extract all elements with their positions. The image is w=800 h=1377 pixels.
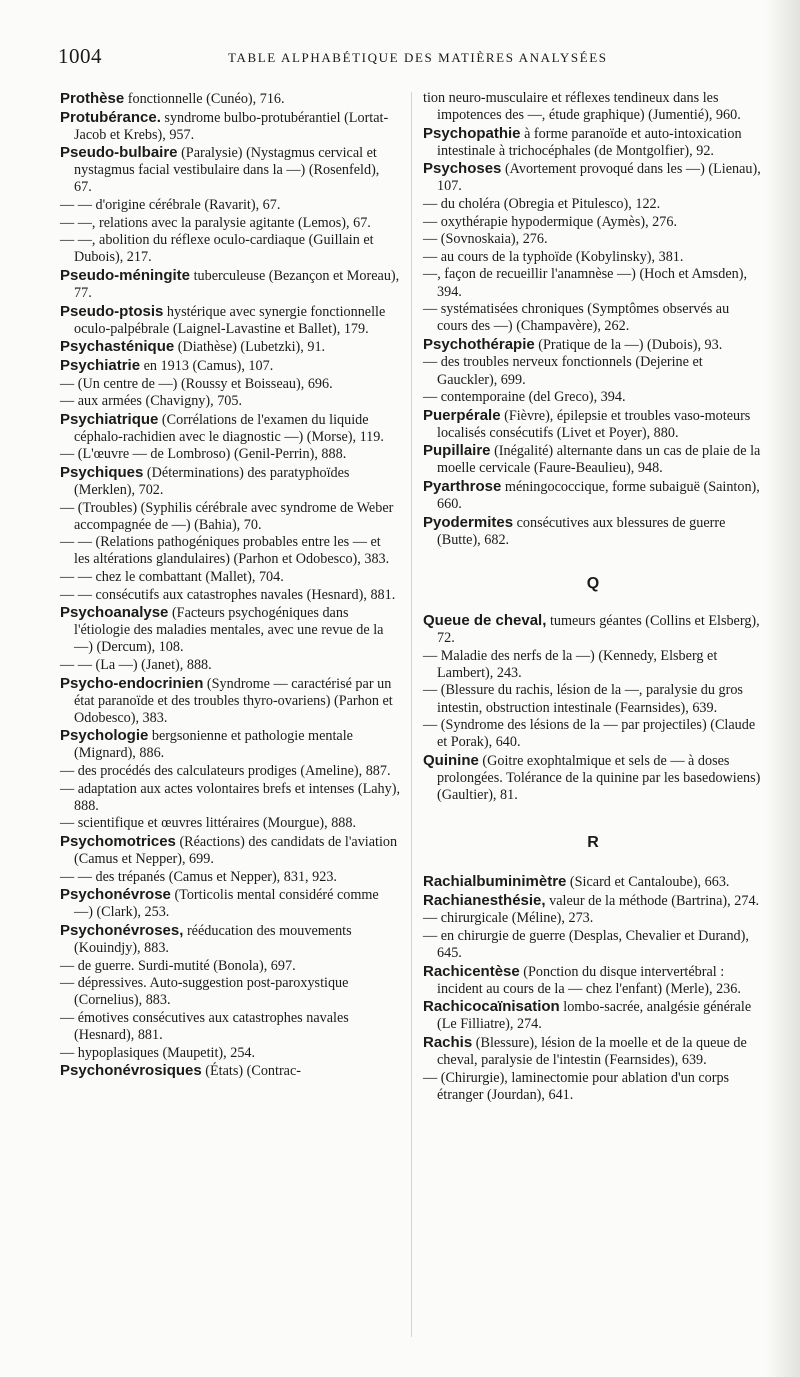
index-entry [423,612,763,647]
sub-entry: — (Chirurgie), laminectomie pour ablation d'un corps étranger (Jourdan), 641. [423,1069,730,1103]
index-entry [423,963,763,998]
index-entry [423,442,763,477]
entry-text: (Sicard et Cantaloube), 663. [569,874,730,891]
sub-entry: — scientifique et œuvres littéraires (Mourgue), 888. [60,815,357,832]
sub-entry: — (Syndrome des lésions de la — par projectiles) (Claude et Porak), 640. [423,717,756,751]
sub-entry: — contemporaine (del Greco), 394. [423,389,626,406]
sub-entry: — — chez le combattant (Mallet), 704. [60,569,284,586]
entry-text: valeur de la méthode (Bartrina), 274. [549,892,760,909]
sub-entry: — (L'œuvre — de Lombroso) (Genil-Perrin), 888. [60,446,347,463]
entry-heading: Rachicentèse [423,962,520,980]
sub-entry: — (Sovnoskaia), 276. [423,231,548,248]
entry-heading: Prothèse [60,90,125,107]
right-column [423,90,763,1104]
entry-text: (Torticolis mental considéré comme —) (Clark), 253. [74,887,379,921]
index-entry [423,336,763,354]
sub-entry: — — (La —) (Janet), 888. [60,657,212,673]
entry-text: tumeurs géantes (Collins et Elsberg), 72. [437,613,760,647]
entry-text: en 1913 (Camus), 107. [143,357,274,374]
entry-heading: Psychiatrie [60,356,141,374]
running-title: TABLE ALPHABÉTIQUE DES MATIÈRES ANALYSÉES [228,50,608,65]
entry-text: fonctionnelle (Cunéo), 716. [127,91,285,107]
continued-entry: tion neuro-musculaire et réflexes tendineux dans les impotences des —, étude graphique) (Jumentié), 960. [423,90,741,124]
sub-entry: — —, relations avec la paralysie agitante (Lemos), 67. [60,214,371,231]
entry-heading: Rachianesthésie, [423,891,546,909]
entry-heading: Psychoanalyse [60,604,169,622]
entry-text: (Avortement provoqué dans les —) (Lienau), 107. [437,161,761,195]
sub-entry: — adaptation aux actes volontaires brefs et intenses (Lahy), 888. [60,780,400,814]
sub-entry: — dépressives. Auto-suggestion post-paroxystique (Cornelius), 883. [60,975,349,1009]
entry-text: (Fièvre), épilepsie et troubles vaso-moteurs localisés consécutifs (Livet et Poyer), 880. [437,407,751,441]
sub-entry: —, façon de recueillir l'anamnèse —) (Hoch et Amsden), 394. [423,266,748,300]
sub-entry: — Maladie des nerfs de la —) (Kennedy, Elsberg et Lambert), 243. [423,647,718,681]
sub-entry: — (Un centre de —) (Roussy et Boisseau), 696. [60,375,333,392]
entry-heading: Psychoses [423,160,502,178]
entry-text: (Ponction du disque intervertébral : incident au cours de la — chez l'enfant) (Merle), 236. [437,963,741,997]
sub-entry: — (Blessure du rachis, lésion de la —, paralysie du gros intestin, obstruction intestinale (Fearnsides), 639. [423,682,743,716]
entry-text: lombo-sacrée, analgésie générale (Le Filliatre), 274. [437,999,752,1033]
entry-heading: Psychiques [60,463,144,481]
sub-entry: — au cours de la typhoïde (Kobylinsky), 381. [423,248,684,265]
entry-heading: Puerpérale [423,406,501,424]
entry-heading: Psychothérapie [423,335,535,353]
index-entry [60,267,400,302]
index-entry [60,675,400,727]
entry-text: (Pratique de la —) (Dubois), 93. [538,336,723,353]
sub-entry: — systématisées chroniques (Symptômes observés au cours des —) (Champavère), 262. [423,301,730,335]
entry-text: (Blessure), lésion de la moelle et de la queue de cheval, paralysie de l'intestin (Fearnsides), 639. [437,1035,747,1069]
sub-entry: — — des trépanés (Camus et Nepper), 831, 923. [60,868,337,885]
index-entry [423,125,763,160]
index-entry [60,922,400,957]
entry-text: rééducation des mouvements (Kouindjy), 883. [74,922,352,956]
sub-entry: — des troubles nerveux fonctionnels (Dejerine et Gauckler), 699. [423,354,703,388]
sub-entry: — oxythérapie hypodermique (Aymès), 276. [423,213,678,230]
index-entry [60,303,400,338]
sub-entry: — hypoplasiques (Maupetit), 254. [60,1044,256,1061]
entry-text: (Goitre exophtalmique et sels de — à doses prolongées. Tolérance de la quinine par les basedowiens) (Gaultier), 81. [437,752,761,803]
index-entry [423,752,763,804]
section-letter: Q [586,574,600,592]
index-entry [423,478,763,513]
sub-entry: — — consécutifs aux catastrophes navales (Hesnard), 881. [60,586,396,603]
entry-text: (Syndrome — caractérisé par un état paranoïde et des troubles thyro-ovariens) (Parhon et Odobesco), 383. [74,675,393,726]
entry-heading: Pupillaire [423,442,491,460]
page-header [58,44,770,74]
entry-heading: Rachialbuminimètre [423,873,567,891]
index-entry [423,892,763,910]
entry-heading: Pseudo-ptosis [60,302,164,320]
entry-heading: Psycho-endocrinien [60,674,204,692]
sub-entry: — — d'origine cérébrale (Ravarit), 67. [60,197,281,214]
index-entry [423,873,763,891]
entry-heading: Psychasténique [60,338,175,356]
section-letter: R [587,834,599,852]
index-entry [423,514,763,549]
page-number: 1004 [58,44,102,68]
index-entry [60,338,400,356]
sub-entry: — émotives consécutives aux catastrophes navales (Hesnard), 881. [60,1009,349,1043]
entry-text: à forme paranoïde et auto-intoxication intestinale à trichocéphales (de Montgolfier), 92. [437,125,742,159]
sub-entry: — —, abolition du réflexe oculo-cardiaque (Guillain et Dubois), 217. [60,232,374,266]
entry-text: tuberculeuse (Bezançon et Moreau), 77. [74,267,400,302]
index-entry [60,886,400,921]
sub-entry: — en chirurgie de guerre (Desplas, Chevalier et Durand), 645. [423,927,749,962]
entry-heading: Pseudo-méningite [60,266,191,284]
entry-text: (Déterminations) des paratyphoïdes (Merklen), 702. [74,464,350,499]
index-entry [60,90,400,108]
entry-text: (Inégalité) alternante dans un cas de plaie de la moelle cervicale (Faure-Beaulieu), 948. [437,443,761,477]
sub-entry: — — (Relations pathogéniques probables entre les — et les altérations glandulaires) (Parhon et Odobesco), 383. [60,534,390,568]
sub-entry: — du choléra (Obregia et Pitulesco), 122. [423,196,661,213]
entry-heading: Psychiatrique [60,410,159,428]
entry-heading: Psychonévroses, [60,921,184,939]
page-edge-shadow [766,0,800,1377]
entry-heading: Quinine [423,751,479,769]
index-entry [423,160,763,195]
entry-heading: Rachicocaïnisation [423,998,560,1016]
sub-entry: — (Troubles) (Syphilis cérébrale avec syndrome de Weber accompagnée de —) (Bahia), 70. [60,499,394,533]
entry-heading: Protubérance. [60,108,161,126]
index-entry [423,407,763,442]
entry-text: hystérique avec synergie fonctionnelle oculo-palpébrale (Laignel-Lavastine et Ballet), 179. [74,303,386,337]
entry-text: bergsonienne et pathologie mentale (Mignard), 886. [74,728,353,762]
index-entry [60,727,400,762]
entry-heading: Pyodermites [423,513,514,531]
entry-heading: Psychopathie [423,124,521,142]
index-entry [60,357,400,375]
entry-heading: Pseudo-bulbaire [60,144,178,162]
entry-heading: Psychonévrosiques [60,1062,202,1080]
index-entry [423,998,763,1033]
column-divider [411,92,412,1337]
index-entry [60,144,400,196]
index-entry [60,109,400,144]
entry-heading: Queue de cheval, [423,612,547,630]
left-column [60,90,400,1081]
index-entry [60,411,400,446]
entry-text: (Réactions) des candidats de l'aviation (Camus et Nepper), 699. [74,833,398,868]
sub-entry: — aux armées (Chavigny), 705. [60,393,243,410]
index-entry [60,1062,400,1080]
entry-text: consécutives aux blessures de guerre (Butte), 682. [437,514,726,548]
entry-text: méningococcique, forme subaiguë (Sainton), 660. [437,479,760,513]
index-entry [60,604,400,656]
index-entry [60,464,400,499]
sub-entry: — des procédés des calculateurs prodiges (Ameline), 887. [60,763,391,780]
entry-text: (Diathèse) (Lubetzki), 91. [177,339,326,356]
entry-heading: Pyarthrose [423,478,502,496]
entry-heading: Psychonévrose [60,886,171,904]
index-entry [423,1034,763,1069]
entry-text: syndrome bulbo-protubérantiel (Lortat-Jacob et Krebs), 957. [74,109,389,143]
index-entry [60,833,400,868]
sub-entry: — de guerre. Surdi-mutité (Bonola), 697. [60,957,296,974]
entry-text: (États) (Contrac- [205,1063,302,1080]
entry-heading: Psychologie [60,727,149,745]
entry-heading: Psychomotrices [60,832,176,850]
entry-text: (Paralysie) (Nystagmus cervical et nystagmus facial vestibulaire dans la —) (Rosenfeld), 67. [74,145,380,196]
entry-text: (Corrélations de l'examen du liquide céphalo-rachidien avec le diagnostic —) (Morse), 119. [74,411,384,445]
entry-heading: Rachis [423,1034,473,1051]
entry-text: (Facteurs psychogéniques dans l'étiologie des maladies mentales, avec une revue de la —) (Dercum), 108. [74,605,384,656]
sub-entry: — chirurgicale (Méline), 273. [423,910,594,927]
